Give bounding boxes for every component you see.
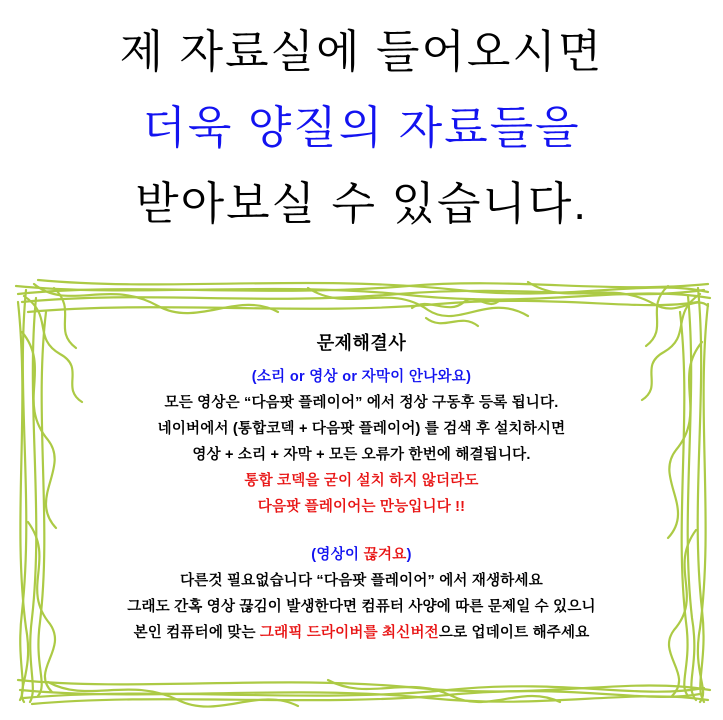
section1-red-line-1: 통합 코덱을 굳이 설치 하지 않더라도 [244, 473, 479, 489]
headline-block [0, 14, 723, 242]
section2-last-line [40, 620, 683, 646]
section2-line-1: 다른것 필요없습니다 “다음팟 플레이어” 에서 재생하세요 [180, 573, 543, 589]
section1-subtitle: (소리 or 영상 or 자막이 안나와요) [251, 369, 472, 385]
headline-line-2: 더욱 양질의 자료들을 [142, 102, 581, 153]
note-content [40, 330, 683, 646]
section1-line-2: 네이버에서 (통합코덱 + 다음팟 플레이어) 를 검색 후 설치하시면 [157, 421, 566, 437]
section2-subtitle-highlight: 끊겨요 [363, 547, 407, 563]
section2-subtitle-prefix: (영상이 [311, 547, 364, 563]
section2-subtitle-suffix: ) [406, 547, 412, 563]
headline-line-1: 제 자료실에 들어오시면 [119, 26, 604, 77]
section1-red-line-2: 다음팟 플레이어는 만능입니다 !! [257, 499, 466, 515]
section1-line-1: 모든 영상은 “다음팟 플레이어” 에서 정상 구동후 등록 됩니다. [164, 395, 559, 411]
section1-line-3: 영상 + 소리 + 자막 + 모든 오류가 한번에 해결됩니다. [192, 447, 531, 463]
section2-last-part2: 그래픽 드라이버를 최신버전 [259, 625, 439, 641]
section2-last-part1: 본인 컴퓨터에 맞는 [133, 625, 260, 641]
headline-line-3: 받아보실 수 있습니다. [135, 178, 588, 229]
section2-last-part3: 으로 업데이트 해주세요 [438, 625, 590, 641]
note-title: 문제해결사 [316, 333, 407, 353]
section-divider-space [40, 520, 683, 542]
section2-subtitle [40, 542, 683, 568]
section2-line-2: 그래도 간혹 영상 끊김이 발생한다면 컴퓨터 사양에 따른 문제일 수 있으니 [127, 599, 596, 615]
